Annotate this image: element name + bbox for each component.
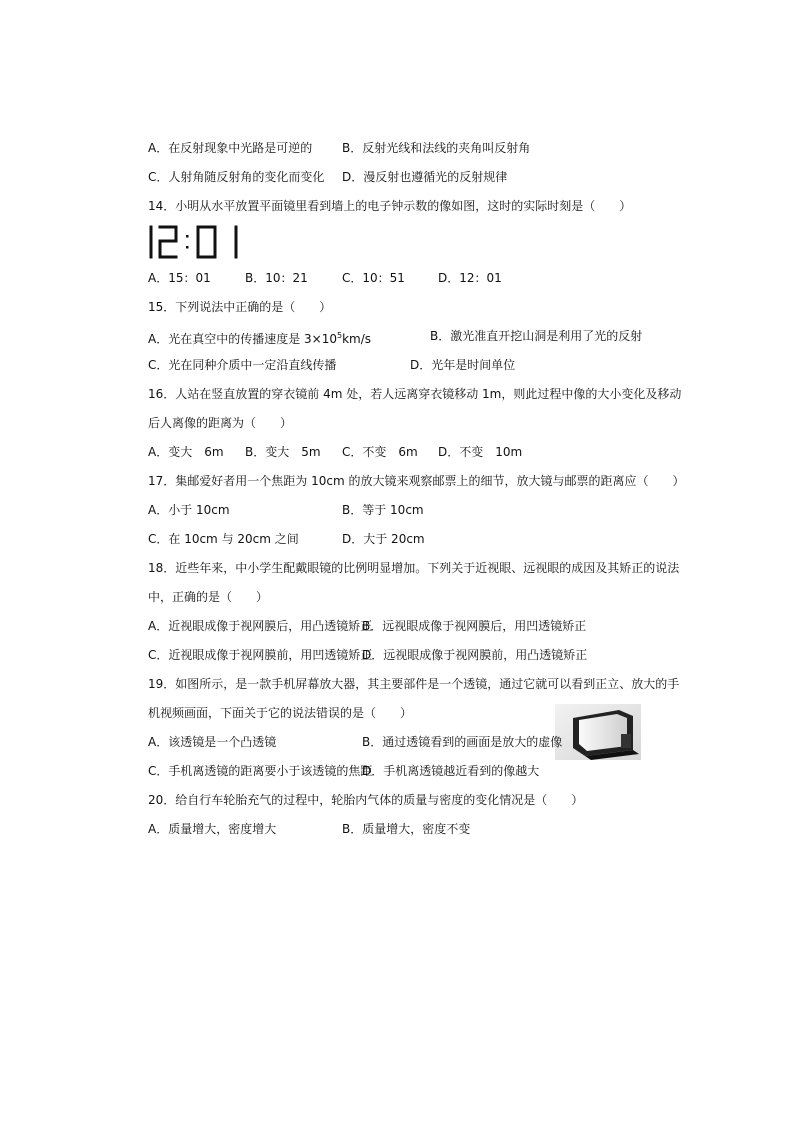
q14-option-d: D．12：01 [438,271,502,285]
q14-option-a: A．15：01 [148,271,211,285]
q13-option-b: B．反射光线和法线的夹角叫反射角 [342,141,531,155]
q20-option-b: B．质量增大，密度不变 [342,822,471,836]
q18-option-d: D．远视眼成像于视网膜前，用凸透镜矫正 [362,648,588,662]
q17-option-a: A．小于 10cm [148,503,230,517]
q18-option-a: A．近视眼成像于视网膜后，用凸透镜矫正 [148,619,373,633]
q16-stem-line1: 16．人站在竖直放置的穿衣镜前 4m 处，若人远离穿衣镜移动 1m，则此过程中像的大小变化及移动 [148,387,682,401]
clock-display-text: 12:01 [148,224,151,225]
q18-stem-line1: 18．近些年来，中小学生配戴眼镜的比例明显增加。下列关于近视眼、远视眼的成因及其矫正的说法 [148,561,680,575]
q17-option-c: C．在 10cm 与 20cm 之间 [148,532,299,546]
q14-option-b: B．10：21 [245,271,308,285]
q20-option-a: A．质量增大，密度增大 [148,822,277,836]
q19-stem-line1: 19．如图所示，是一款手机屏幕放大器，其主要部件是一个透镜，通过它就可以看到正立、放大的手 [148,677,680,691]
q13-option-c: C．人射角随反射角的变化而变化 [148,170,325,184]
q16-option-d: D．不变 10m [438,445,523,459]
q19-stem-line2: 机视频画面，下面关于它的说法错误的是（ ） [148,706,413,720]
q16-option-a: A．变大 6m [148,445,224,459]
q17-option-b: B．等于 10cm [342,503,424,517]
q16-option-b: B．变大 5m [245,445,321,459]
q20-stem: 20．给自行车轮胎充气的过程中，轮胎内气体的质量与密度的变化情况是（ ） [148,793,584,807]
mirrored-clock-figure [148,224,248,260]
q15-option-d: D．光年是时间单位 [410,358,516,372]
q19-option-d: D．手机离透镜越近看到的像越大 [362,764,540,778]
q17-option-d: D．大于 20cm [342,532,425,546]
q13-option-d: D．漫反射也遵循光的反射规律 [342,170,508,184]
q14-stem: 14．小明从水平放置平面镜里看到墙上的电子钟示数的像如图，这时的实际时刻是（ ） [148,199,632,213]
q15-option-b: B．激光准直开挖山洞是利用了光的反射 [430,329,643,343]
screen-magnifier-photo [555,704,641,760]
q19-option-a: A．该透镜是一个凸透镜 [148,735,277,749]
q14-option-c: C．10：51 [342,271,405,285]
q18-stem-line2: 中，正确的是（ ） [148,590,269,604]
q17-stem: 17．集邮爱好者用一个焦距为 10cm 的放大镜来观察邮票上的细节，放大镜与邮票的距离应（ ） [148,474,685,488]
q15-stem: 15．下列说法中正确的是（ ） [148,300,332,314]
q16-option-c: C．不变 6m [342,445,418,459]
q13-option-a: A．在反射现象中光路是可逆的 [148,141,313,155]
q16-stem-line2: 后人离像的距离为（ ） [148,416,293,430]
q19-option-c: C．手机离透镜的距离要小于该透镜的焦距 [148,764,373,778]
q18-option-c: C．近视眼成像于视网膜前，用凹透镜矫正 [148,648,373,662]
q15-option-c: C．光在同种介质中一定沿直线传播 [148,358,337,372]
q15-option-a: A．光在真空中的传播速度是 $3\times 10^5km/s$ [148,331,372,346]
q18-option-b: B．远视眼成像于视网膜后，用凹透镜矫正 [362,619,587,633]
q19-option-b: B．通过透镜看到的画面是放大的虚像 [362,735,563,749]
